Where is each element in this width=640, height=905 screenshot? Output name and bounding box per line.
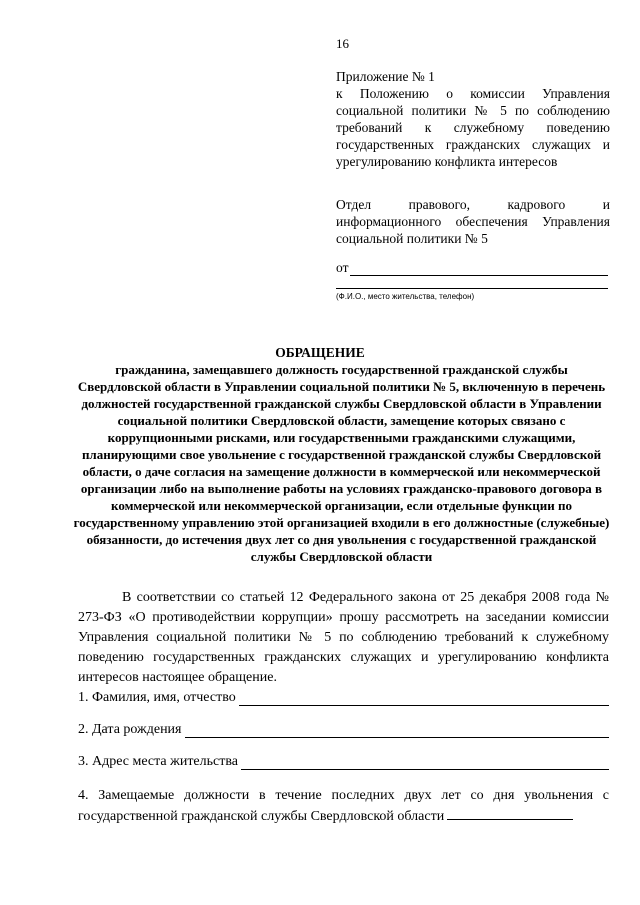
document-subtitle: гражданина, замещавшего должность государственной гражданской службы Свердловской области в Управлении социальной политики № 5, включенную в перечень должностей государственной гражданской службы Свердловской области в Управлении социальной политики Свердловской области, замещение которых связано с коррупционными рисками, или государственными гражданскими служащими, планирующими свое увольнение с государственной гражданской службы Свердловской области, о даче согласия на замещение должности в коммерческой или некоммерческой организации либо на выполнение работы на условиях гражданско-правового договора в коммерческой или некоммерческой организации, если отдельные функции по государственному управлению этой организацией входили в его должностные (служебные) обязанности, до истечения двух лет со дня увольнения с государственной гражданской службы Свердловской области [73,362,610,564]
field-label: 3. Адрес места жительства [78,754,238,769]
from-caption: (Ф.И.О., место жительства, телефон) [336,292,475,301]
from-fill-line-2[interactable] [336,288,608,289]
field-fill-line[interactable] [447,806,573,820]
field-fill-line[interactable] [185,723,610,738]
field-fill-line[interactable] [241,755,609,770]
addressee: Отдел правового, кадрового и информационного обеспечения Управления социальной политики № 5 [336,197,610,246]
intro-paragraph: В соответствии со статьей 12 Федерального закона от 25 декабря 2008 года № 273-ФЗ «О противодействии коррупции» прошу рассмотреть на заседании комиссии Управления социальной политики № 5 по соблюдению требований к служебному поведению государственных гражданских служащих и урегулированию конфликта интересов настоящее обращение. [78,590,609,685]
from-field[interactable] [336,260,608,276]
document-title: ОБРАЩЕНИЕ [275,345,365,360]
field-label: 4. Замещаемые должности в течение последних двух лет со дня увольнения с государственной гражданской службы Свердловской области [78,788,609,824]
annex-block [336,68,610,170]
field-full-name[interactable] [78,690,609,706]
from-label: от [336,260,349,275]
page-number: 16 [336,36,349,51]
annex-text: к Положению о комиссии Управления социальной политики № 5 по соблюдению требований к служебному поведению государственных гражданских служащих и урегулированию конфликта интересов [336,86,610,169]
field-fill-line[interactable] [239,691,609,706]
field-address[interactable] [78,754,609,770]
field-birth-date[interactable] [78,722,609,738]
field-label: 1. Фамилия, имя, отчество [78,690,236,705]
field-label: 2. Дата рождения [78,722,182,737]
from-fill-line[interactable] [350,261,608,276]
annex-title: Приложение № 1 [336,69,435,84]
field-positions[interactable] [78,786,609,827]
